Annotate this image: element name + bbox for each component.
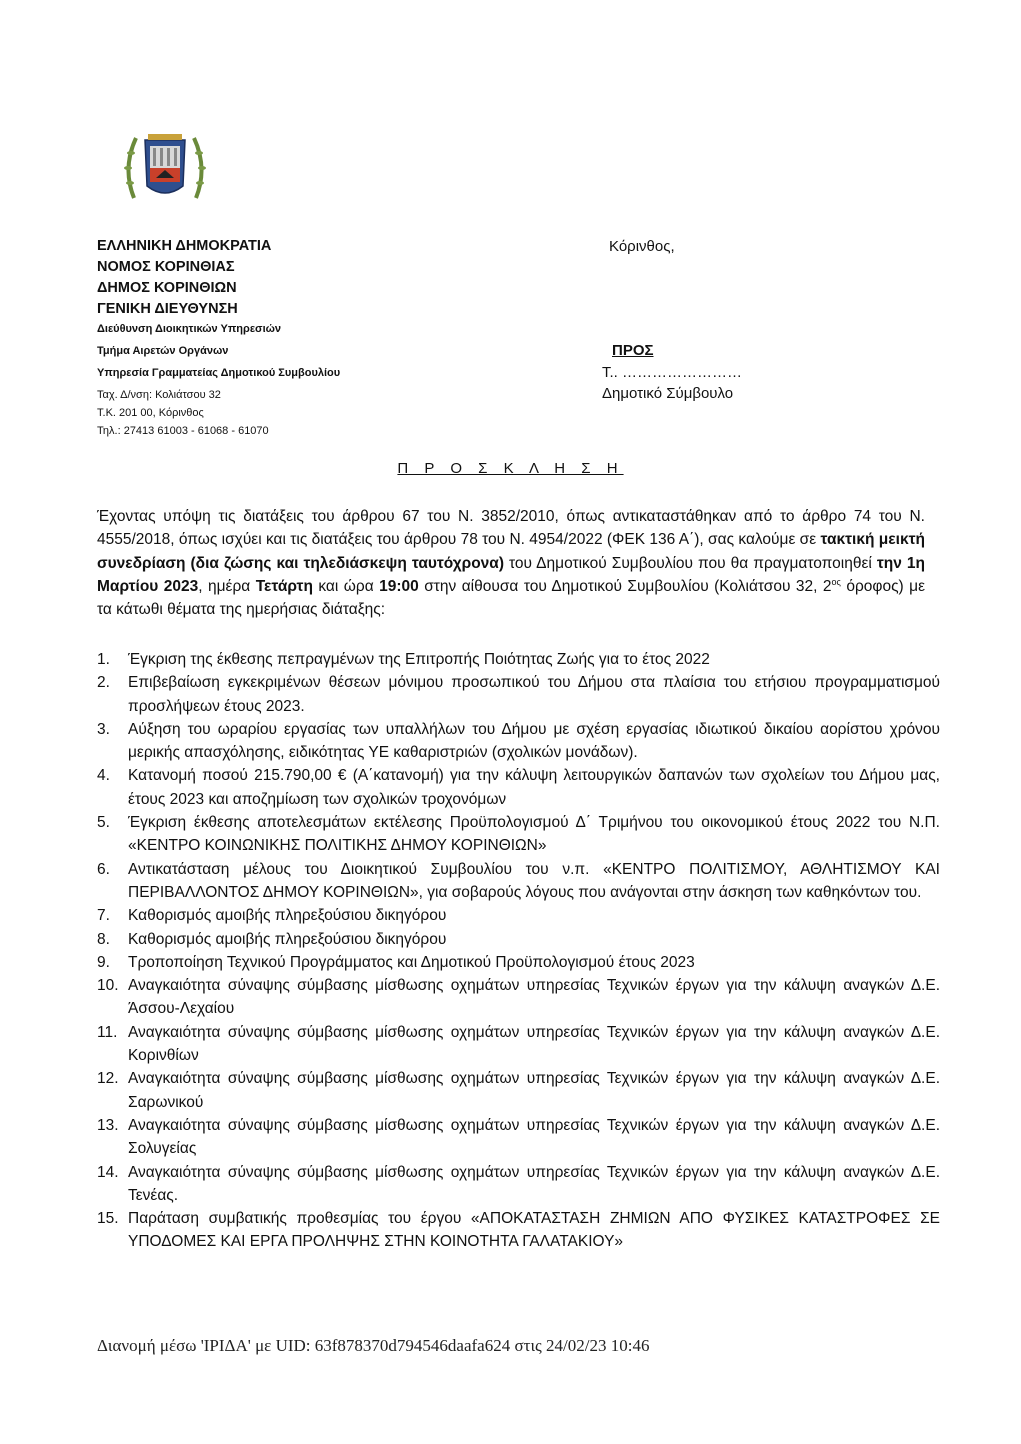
recipient-label: ΠΡΟΣ [612, 342, 654, 359]
agenda-list [97, 648, 940, 1254]
agenda-item: 12. Αναγκαιότητα σύναψης σύμβασης μίσθωσης οχημάτων υπηρεσίας Τεχνικών έργων για την κάλυψη αναγκών Δ.Ε. Σαρωνικού [97, 1070, 940, 1111]
header-department: Τμήμα Αιρετών Οργάνων [97, 345, 229, 357]
header-service: Υπηρεσία Γραμματείας Δημοτικού Συμβουλίου [97, 367, 341, 379]
agenda-item: 14. Αναγκαιότητα σύναψης σύμβασης μίσθωσης οχημάτων υπηρεσίας Τεχνικών έργων για την κάλυψη αναγκών Δ.Ε. Τενέας. [97, 1163, 940, 1204]
recipient-role: Δημοτικό Σύμβουλο [602, 385, 734, 402]
place-date: Κόρινθος, [609, 238, 675, 255]
agenda-item: 2. Επιβεβαίωση εγκεκριμένων θέσεων μόνιμου προσωπικού του Δήμου στα πλαίσια του ετήσιου προγραμματισμού προσλήψεων έτους 2023. [97, 674, 940, 715]
header-general-directorate: ΓΕΝΙΚΗ ΔΙΕΥΘΥΝΣΗ [97, 301, 238, 317]
agenda-item: 6. Αντικατάσταση μέλους του Διοικητικού Συμβουλίου του ν.π. «ΚΕΝΤΡΟ ΠΟΛΙΤΙΣΜΟΥ, ΑΘΛΗΤΙΣΜΟΥ ΚΑΙ ΠΕΡΙΒΑΛΛΟΝΤΟΣ ΔΗΜΟΥ ΚΟΡΙΝΘΙΩΝ», για σοβαρούς λόγους που ανάγονται στην άσκηση των καθηκόντων του. [97, 860, 940, 901]
header-prefecture: ΝΟΜΟΣ ΚΟΡΙΝΘΙΑΣ [97, 259, 235, 275]
header-postal-code: Τ.Κ. 201 00, Κόρινθος [97, 407, 204, 419]
agenda-item: 9. Τροποποίηση Τεχνικού Προγράμματος και Δημοτικού Προϋπολογισμού έτους 2023 [97, 953, 695, 971]
agenda-item: 4. Κατανομή ποσού 215.790,00 € (Α΄κατανομή) για την κάλυψη λειτουργικών δαπανών των σχολείων του Δήμου μας, έτους 2023 και αποζημίωση των σχολικών τροχονόμων [97, 767, 940, 808]
municipality-emblem [120, 128, 210, 208]
agenda-item: 3. Αύξηση του ωραρίου εργασίας των υπαλλήλων του Δήμου με σχέση εργασίας ιδιωτικού δικαίου αορίστου χρόνου μερικής απασχόλησης, ειδικότητας ΥΕ καθαριστριών (σχολικών μονάδων). [97, 720, 940, 762]
document-title: Π Ρ Ο Σ Κ Λ Η Σ Η [397, 460, 624, 477]
agenda-item: 7. Καθορισμός αμοιβής πληρεξούσιου δικηγόρου [97, 907, 447, 925]
distribution-footer: Διανομή μέσω 'ΙΡΙΔΑ' με UID: 63f878370d794546daafa624 στις 24/02/23 10:46 [97, 1336, 650, 1355]
header-municipality: ΔΗΜΟΣ ΚΟΡΙΝΘΙΩΝ [97, 280, 237, 296]
header-directorate: Διεύθυνση Διοικητικών Υπηρεσιών [97, 323, 282, 335]
agenda-item: 11. Αναγκαιότητα σύναψης σύμβασης μίσθωσης οχημάτων υπηρεσίας Τεχνικών έργων για την κάλυψη αναγκών Δ.Ε. Κορινθίων [97, 1023, 940, 1065]
agenda-item: 1. Έγκριση της έκθεσης πεπραγμένων της Επιτροπής Ποιότητας Ζωής για το έτος 2022 [97, 651, 710, 668]
recipient-line: Τ.. …………………… [602, 364, 743, 381]
header-address: Ταχ. Δ/νση: Κολιάτσου 32 [97, 389, 221, 401]
header-phone: Τηλ.: 27413 61003 - 61068 - 61070 [97, 425, 269, 437]
agenda-item: 15. Παράταση συμβατικής προθεσμίας του έργου «ΑΠΟΚΑΤΑΣΤΑΣΗ ΖΗΜΙΩΝ ΑΠΟ ΦΥΣΙΚΕΣ ΚΑΤΑΣΤΡΟΦΕΣ ΣΕ ΥΠΟΔΟΜΕΣ ΚΑΙ ΕΡΓΑ ΠΡΟΛΗΨΗΣ ΣΤΗΝ ΚΟΙΝΟΤΗΤΑ ΓΑΛΑΤΑΚΙΟΥ» [97, 1210, 940, 1251]
intro-paragraph: Έχοντας υπόψη τις διατάξεις του άρθρου 67 του Ν. 3852/2010, όπως αντικαταστάθηκαν από το άρθρο 74 του Ν. 4555/2018, όπως ισχύει και τις διατάξεις του άρθρου 78 του Ν. 4954/2022 (ΦΕΚ 136 Α΄), σας καλούμε σε τακτική μεικτή συνεδρίαση (δια ζώσης και τηλεδιάσκεψη ταυτόχρονα) του Δημοτικού Συμβουλίου που θα πραγματοποιηθεί την 1η Μαρτίου 2023, ημέρα Τετάρτη και ώρα 19:00 στην αίθουσα του Δημοτικού Συμβουλίου (Κολιάτσου 32, $2^{o\varsigma}$ όροφος) με τα κάτωθι θέματα της ημερήσιας διάταξης: [97, 508, 925, 619]
agenda-item: 5. Έγκριση έκθεσης αποτελεσμάτων εκτέλεσης Προϋπολογισμού Δ΄ Τριμήνου του οικονομικού έτους 2022 του Ν.Π. «ΚΕΝΤΡΟ ΚΟΙΝΩΝΙΚΗΣ ΠΟΛΙΤΙΚΗΣ ΔΗΜΟΥ ΚΟΡΙΝΘΙΩΝ» [97, 814, 940, 855]
agenda-item: 10. Αναγκαιότητα σύναψης σύμβασης μίσθωσης οχημάτων υπηρεσίας Τεχνικών έργων για την κάλυψη αναγκών Δ.Ε. Άσσου-Λεχαίου [97, 977, 940, 1018]
agenda-item: 8. Καθορισμός αμοιβής πληρεξούσιου δικηγόρου [97, 930, 447, 948]
header-country: ΕΛΛΗΝΙΚΗ ΔΗΜΟΚΡΑΤΙΑ [97, 238, 272, 254]
agenda-item: 13. Αναγκαιότητα σύναψης σύμβασης μίσθωσης οχημάτων υπηρεσίας Τεχνικών έργων για την κάλυψη αναγκών Δ.Ε. Σολυγείας [97, 1116, 940, 1158]
